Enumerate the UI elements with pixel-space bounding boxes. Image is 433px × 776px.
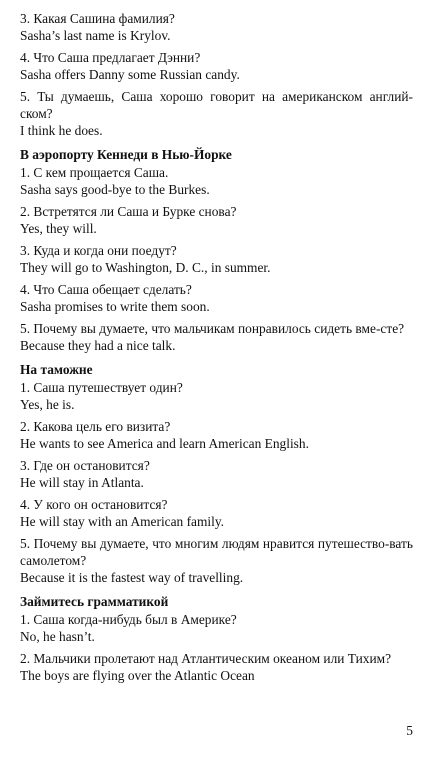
page-number: 5 (406, 723, 413, 738)
question-text: 1. С кем прощается Саша. (20, 165, 169, 180)
question-text: 2. Мальчики пролетают над Атлантическим океаном или Тихим? (20, 651, 392, 666)
qa-item (20, 650, 413, 684)
answer-text: Yes, he is. (20, 397, 75, 412)
answer-text: Yes, they will. (20, 221, 97, 236)
answer-text: Sasha’s last name is Krylov. (20, 28, 171, 43)
answer-text: He will stay in Atlanta. (20, 475, 144, 490)
answer-text: Because they had a nice talk. (20, 338, 176, 353)
answer-text: He wants to see America and learn American English. (20, 436, 309, 451)
answer-text: I think he does. (20, 123, 103, 138)
answer-text: They will go to Washington, D. C., in summer. (20, 260, 271, 275)
question-text: 1. Саша путешествует один? (20, 380, 183, 395)
qa-item (20, 320, 413, 354)
answer-text: Sasha says good-bye to the Burkes. (20, 182, 210, 197)
section-heading: В аэропорту Кеннеди в Нью-Йорке (20, 147, 232, 162)
answer-text: Sasha promises to write them soon. (20, 299, 210, 314)
qa-item (20, 88, 413, 139)
section-heading: Займитесь грамматикой (20, 594, 169, 609)
answer-text: The boys are flying over the Atlantic Ocean (20, 668, 255, 683)
qa-item (20, 496, 413, 530)
question-text: 3. Где он остановится? (20, 458, 150, 473)
qa-item (20, 535, 413, 586)
question-text: 2. Какова цель его визита? (20, 419, 171, 434)
page-content (20, 10, 413, 689)
qa-item (20, 203, 413, 237)
question-text: 5. Почему вы думаете, что многим людям нравится путешество-вать самолетом? (20, 536, 413, 568)
question-text: 3. Какая Сашина фамилия? (20, 11, 175, 26)
question-text: 5. Ты думаешь, Саша хорошо говорит на американском англий-ском? (20, 89, 413, 121)
question-text: 2. Встретятся ли Саша и Бурке снова? (20, 204, 237, 219)
question-text: 4. Что Саша предлагает Дэнни? (20, 50, 201, 65)
qa-item (20, 164, 413, 198)
answer-text: Because it is the fastest way of travelling. (20, 570, 244, 585)
question-text: 3. Куда и когда они поедут? (20, 243, 177, 258)
qa-item (20, 611, 413, 645)
qa-item (20, 457, 413, 491)
answer-text: Sasha offers Danny some Russian candy. (20, 67, 240, 82)
answer-text: No, he hasn’t. (20, 629, 95, 644)
question-text: 1. Саша когда-нибудь был в Америке? (20, 612, 237, 627)
qa-item (20, 418, 413, 452)
qa-item (20, 379, 413, 413)
question-text: 5. Почему вы думаете, что мальчикам понравилось сидеть вме-сте? (20, 321, 405, 336)
qa-item (20, 281, 413, 315)
qa-item (20, 10, 413, 44)
question-text: 4. У кого он остановится? (20, 497, 168, 512)
qa-item (20, 49, 413, 83)
answer-text: He will stay with an American family. (20, 514, 225, 529)
qa-item (20, 242, 413, 276)
question-text: 4. Что Саша обещает сделать? (20, 282, 192, 297)
section-heading: На таможне (20, 362, 93, 377)
